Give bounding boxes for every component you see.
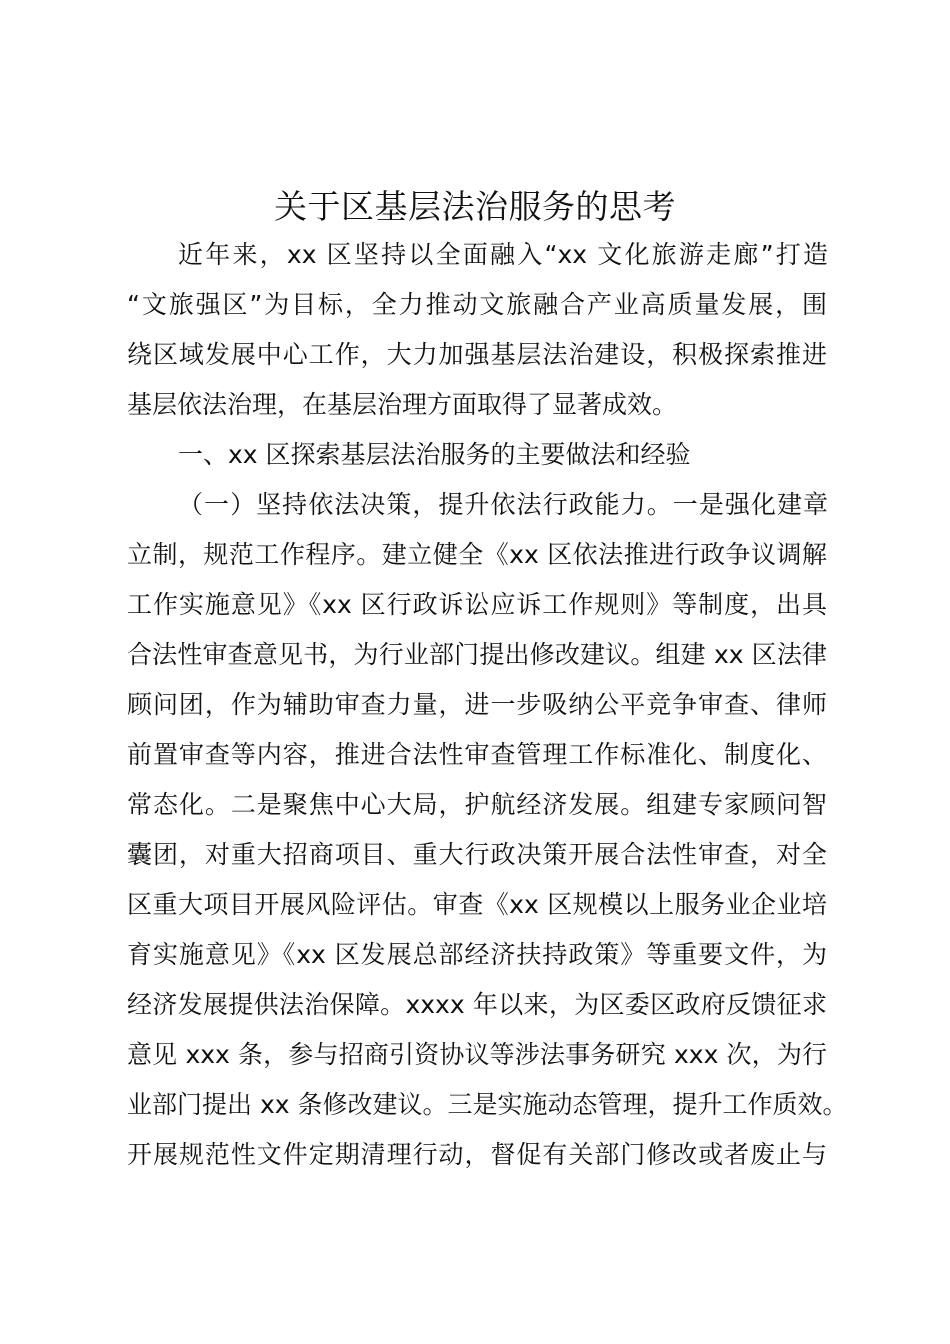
paragraph-line: 合法性审查意见书，为行业部门提出修改建议。组建 xx 区法律 bbox=[127, 640, 827, 669]
paragraph-line: 开展规范性文件定期清理行动，督促有关部门修改或者废止与 bbox=[127, 1140, 827, 1169]
paragraph-line: 业部门提出 xx 条修改建议。三是实施动态管理，提升工作质效。 bbox=[127, 1090, 848, 1119]
paragraph-line: 立制，规范工作程序。建立健全《xx 区依法推进行政争议调解 bbox=[127, 540, 827, 569]
paragraph-line: 常态化。二是聚焦中心大局，护航经济发展。组建专家顾问智 bbox=[127, 790, 827, 819]
paragraph-line: 区重大项目开展风险评估。审查《xx 区规模以上服务业企业培 bbox=[127, 890, 827, 919]
paragraph-line: 近年来，xx 区坚持以全面融入“xx 文化旅游走廊”打造 bbox=[178, 240, 828, 269]
paragraph-line: 工作实施意见》《xx 区行政诉讼应诉工作规则》等制度，出具 bbox=[127, 590, 827, 619]
paragraph-line: 基层依法治理，在基层治理方面取得了显著成效。 bbox=[127, 390, 678, 419]
paragraph-line: “文旅强区”为目标，全力推动文旅融合产业高质量发展，围 bbox=[127, 290, 827, 319]
paragraph-line: 绕区域发展中心工作，大力加强基层法治建设，积极探索推进 bbox=[127, 340, 827, 369]
paragraph-line: 顾问团，作为辅助审查力量，进一步吸纳公平竞争审查、律师 bbox=[127, 690, 827, 719]
paragraph-line: 经济发展提供法治保障。xxxx 年以来，为区委区政府反馈征求 bbox=[127, 990, 827, 1019]
document-title: 关于区基层法治服务的思考 bbox=[274, 187, 676, 226]
paragraph-line: 育实施意见》《xx 区发展总部经济扶持政策》等重要文件，为 bbox=[127, 940, 827, 969]
paragraph-line: （一）坚持依法决策，提升依法行政能力。一是强化建章 bbox=[178, 490, 828, 519]
section-heading: 一、xx 区探索基层法治服务的主要做法和经验 bbox=[178, 440, 691, 469]
paragraph-line: 意见 xxx 条，参与招商引资协议等涉法事务研究 xxx 次，为行 bbox=[127, 1040, 827, 1069]
paragraph-line: 囊团，对重大招商项目、重大行政决策开展合法性审查，对全 bbox=[127, 840, 827, 869]
paragraph-line: 前置审查等内容，推进合法性审查管理工作标准化、制度化、 bbox=[127, 740, 827, 769]
